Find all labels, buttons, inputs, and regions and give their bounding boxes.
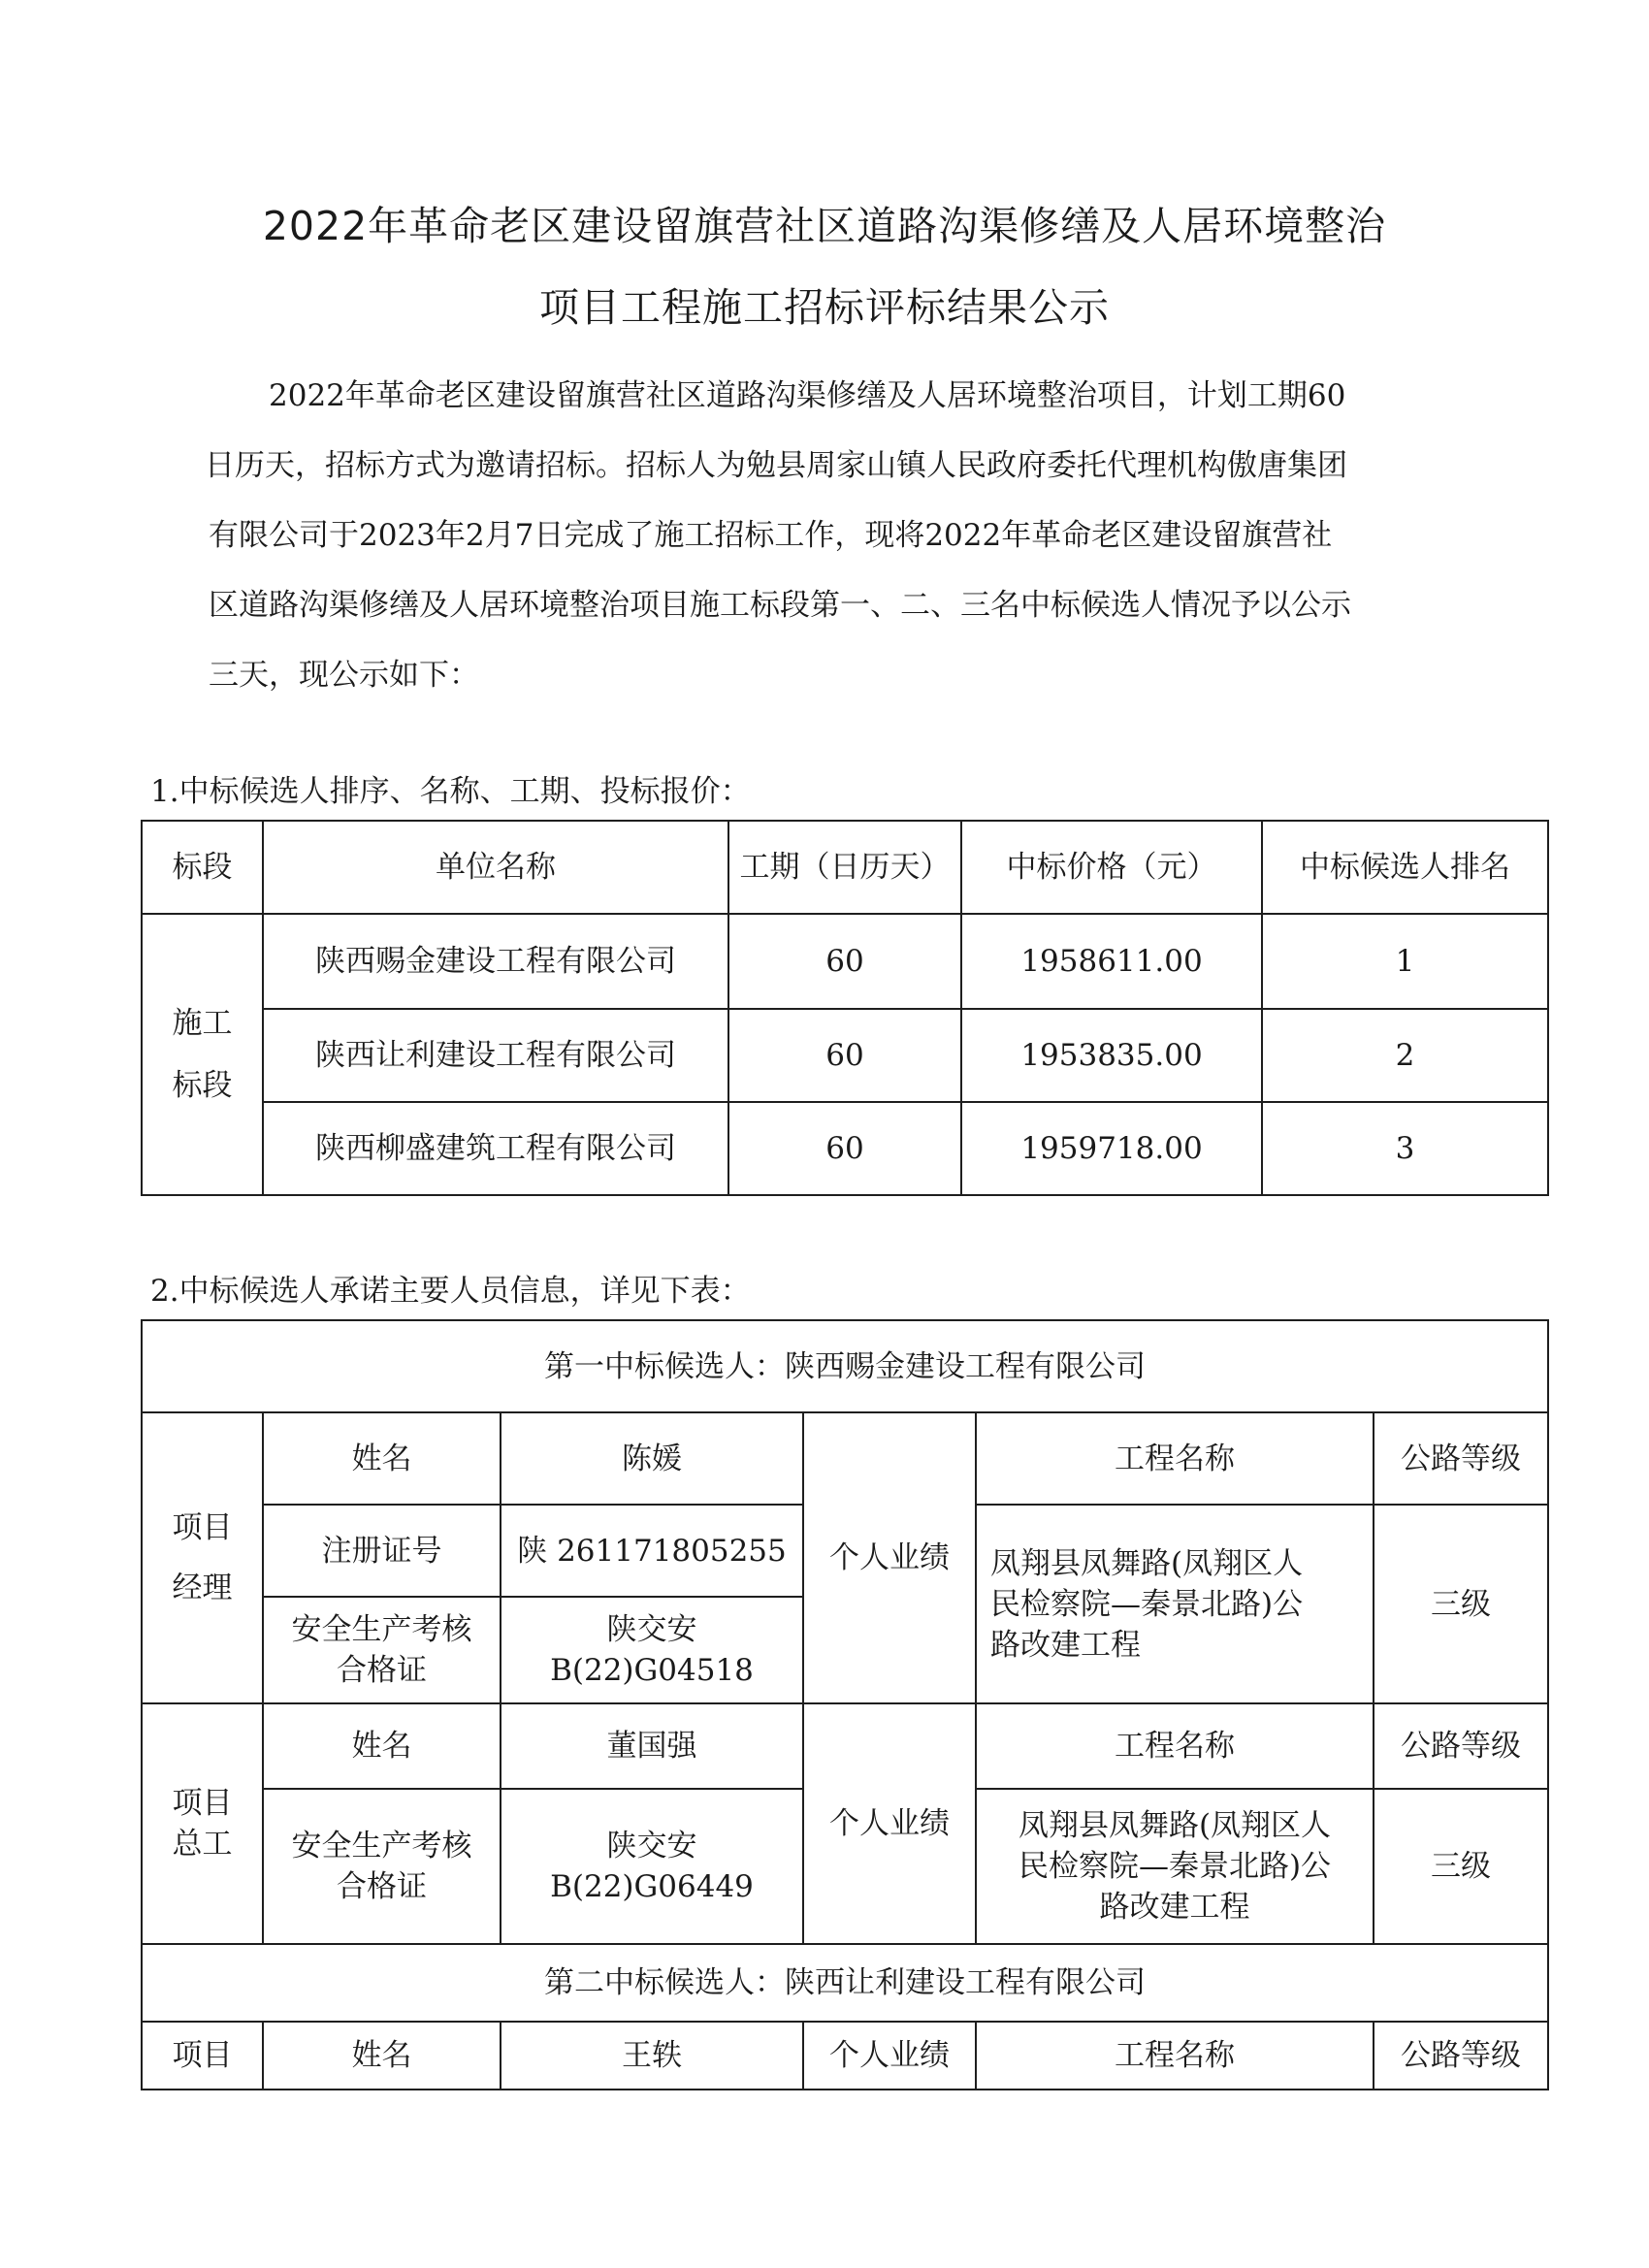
grade-label: 公路等级: [1374, 1412, 1548, 1505]
proj-line: 路改建工程: [990, 1627, 1141, 1663]
pm-label-cell: [142, 1412, 263, 1703]
intro-line: 三天，现公示如下：: [209, 658, 479, 693]
cert-line: 陕交安: [606, 1829, 697, 1863]
candidate1-title: 第一中标候选人：陕西赐金建设工程有限公司: [142, 1320, 1548, 1412]
rank: 1: [1262, 914, 1548, 1009]
segment-cell: [142, 914, 263, 1195]
candidate1-title-row: [142, 1320, 1548, 1412]
personnel-table: [141, 1319, 1549, 2090]
grade-label: 公路等级: [1374, 1703, 1548, 1789]
name-label: 姓名: [263, 2022, 501, 2090]
pm-label: 经理: [172, 1571, 233, 1605]
bid-price: 1959718.00: [961, 1102, 1262, 1195]
bid-price: 1953835.00: [961, 1009, 1262, 1102]
rank: 3: [1262, 1102, 1548, 1195]
pm-label: 项目: [172, 1510, 233, 1545]
company-name: 陕西赐金建设工程有限公司: [263, 914, 728, 1009]
intro-line: 区道路沟渠修缮及人居环境整治项目施工标段第一、二、三名中标候选人情况予以公示: [209, 588, 1351, 623]
proj-name-label: 工程名称: [976, 1703, 1374, 1789]
intro-line: 日历天，招标方式为邀请招标。招标人为勉县周家山镇人民政府委托代理机构傲唐集团: [205, 448, 1347, 483]
duration-days: 60: [728, 914, 961, 1009]
chief-grade: 三级: [1374, 1789, 1548, 1944]
chief-label-cell: [142, 1703, 263, 1944]
grade-label: 公路等级: [1374, 2022, 1548, 2090]
safety-label-line: 安全生产考核: [291, 1829, 472, 1863]
col-header: 工期（日历天）: [728, 821, 961, 914]
name-label: 姓名: [263, 1703, 501, 1789]
table-row: [142, 2022, 1548, 2090]
table-row: [142, 1102, 1548, 1195]
col-header: 中标价格（元）: [961, 821, 1262, 914]
doc-title-line2: 项目工程施工招标评标结果公示: [539, 284, 1110, 331]
rank: 2: [1262, 1009, 1548, 1102]
reg-no-label: 注册证号: [263, 1505, 501, 1597]
proj-line: 民检察院—秦景北路)公: [990, 1586, 1304, 1622]
project-label: 项目: [142, 2022, 263, 2090]
proj-line: 凤翔县凤舞路(凤翔区人: [990, 1545, 1304, 1581]
section2-heading: 2.中标候选人承诺主要人员信息，详见下表：: [150, 1274, 751, 1309]
col-header: 标段: [142, 821, 263, 914]
pm-cert: [501, 1597, 803, 1703]
segment-label: 施工: [172, 1006, 233, 1041]
safety-label-line: 安全生产考核: [291, 1612, 472, 1647]
intro-line: 有限公司于2023年2月7日完成了施工招标工作，现将2022年革命老区建设留旗营社: [209, 518, 1333, 553]
pm-name: 陈媛: [501, 1412, 803, 1505]
table-row: [142, 1703, 1548, 1789]
pm-project-name: [976, 1505, 1374, 1703]
doc-title-line1: 2022年革命老区建设留旗营社区道路沟渠修缮及人居环境整治: [262, 203, 1387, 249]
perf-label: 个人业绩: [803, 1412, 976, 1703]
duration-days: 60: [728, 1102, 961, 1195]
table-row: [142, 1009, 1548, 1102]
cert-line: B(22)G04518: [550, 1653, 754, 1688]
candidate2-title-row: [142, 1944, 1548, 2022]
bid-ranking-table: [141, 820, 1549, 1196]
table-row: [142, 914, 1548, 1009]
safety-label: [263, 1789, 501, 1944]
pm-reg-no: 陕 261171805255: [501, 1505, 803, 1597]
table-row: [142, 1412, 1548, 1505]
candidate2-title: 第二中标候选人：陕西让利建设工程有限公司: [142, 1944, 1548, 2022]
perf-label: 个人业绩: [803, 1703, 976, 1944]
safety-label-line: 合格证: [337, 1653, 427, 1688]
perf-label: 个人业绩: [803, 2022, 976, 2090]
cert-line: 陕交安: [606, 1612, 697, 1647]
bid-price: 1958611.00: [961, 914, 1262, 1009]
duration-days: 60: [728, 1009, 961, 1102]
safety-label: [263, 1597, 501, 1703]
proj-line: 凤翔县凤舞路(凤翔区人: [1018, 1808, 1332, 1843]
safety-label-line: 合格证: [337, 1869, 427, 1904]
cert-line: B(22)G06449: [550, 1869, 754, 1904]
chief-cert: [501, 1789, 803, 1944]
section1-heading: 1.中标候选人排序、名称、工期、投标报价：: [150, 774, 751, 809]
intro-line: 2022年革命老区建设留旗营社区道路沟渠修缮及人居环境整治项目，计划工期60: [269, 378, 1346, 413]
chief-name: 董国强: [501, 1703, 803, 1789]
chief-project-name: [976, 1789, 1374, 1944]
intro-paragraph: [205, 361, 1440, 710]
c2-pm-name: 王轶: [501, 2022, 803, 2090]
proj-name-label: 工程名称: [976, 2022, 1374, 2090]
chief-label: 总工: [172, 1827, 233, 1862]
table-header-row: [142, 821, 1548, 914]
chief-label: 项目: [172, 1786, 233, 1821]
proj-line: 民检察院—秦景北路)公: [1018, 1849, 1332, 1884]
company-name: 陕西让利建设工程有限公司: [263, 1009, 728, 1102]
col-header: 中标候选人排名: [1262, 821, 1548, 914]
proj-line: 路改建工程: [1099, 1890, 1250, 1925]
pm-grade: 三级: [1374, 1505, 1548, 1703]
name-label: 姓名: [263, 1412, 501, 1505]
segment-label: 标段: [172, 1068, 233, 1103]
company-name: 陕西柳盛建筑工程有限公司: [263, 1102, 728, 1195]
proj-name-label: 工程名称: [976, 1412, 1374, 1505]
col-header: 单位名称: [263, 821, 728, 914]
